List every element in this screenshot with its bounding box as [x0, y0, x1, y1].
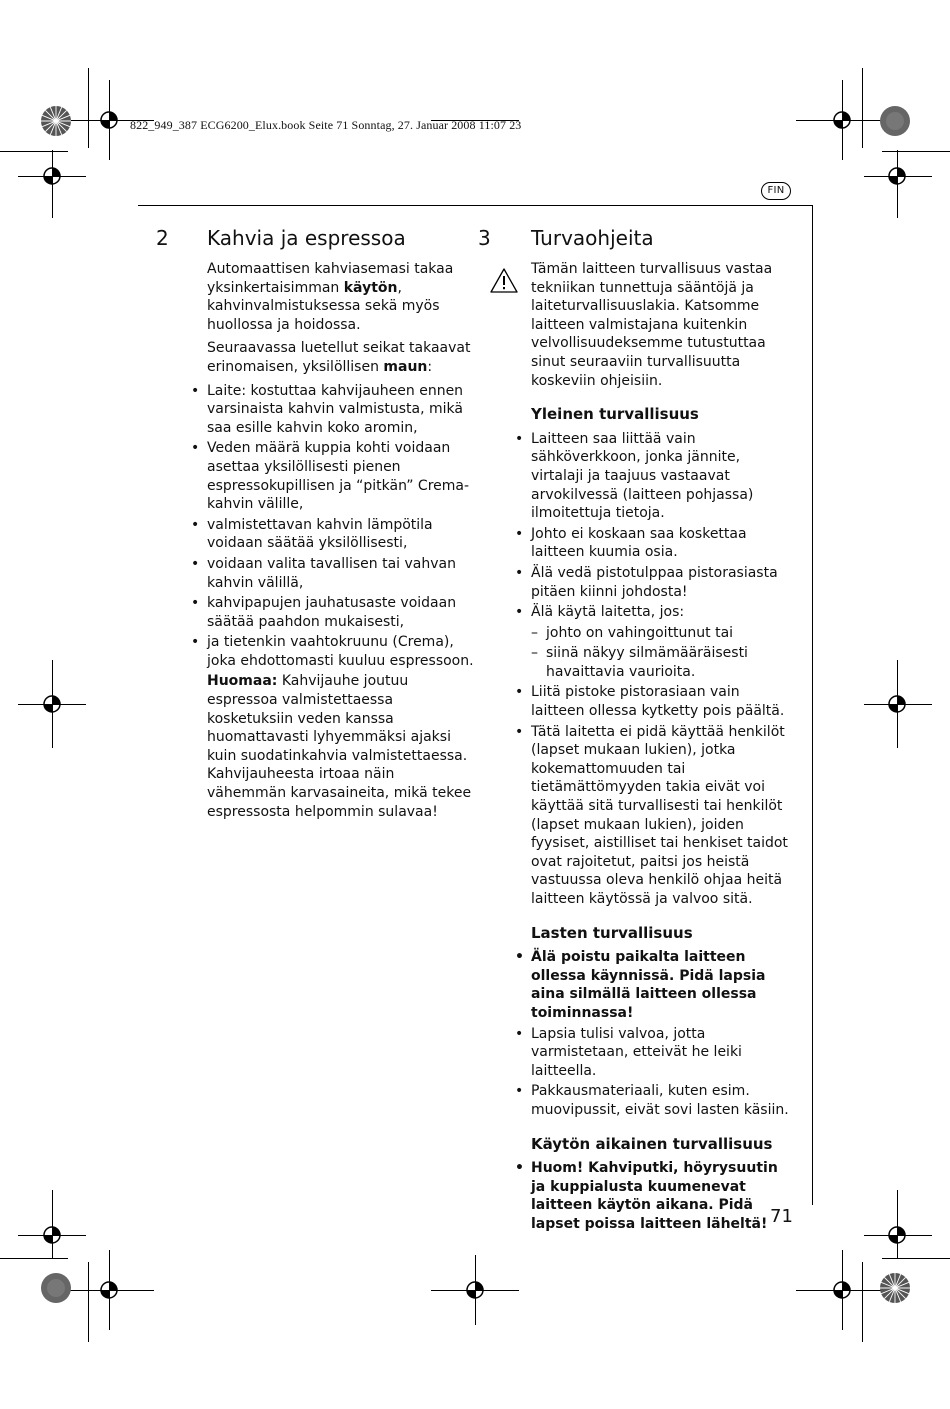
frame-top-rule: [138, 205, 813, 206]
intro-paragraph: Seuraavassa luetellut seikat takaavat erinomaisen, yksilöllisen maun:: [207, 340, 471, 375]
bullet-icon: •: [191, 634, 200, 651]
section-title: Kahvia ja espressoa: [207, 226, 406, 250]
bullet-icon: •: [515, 604, 524, 621]
list-item: • Laitteen saa liittää vain sähköverkkoon, jonka jännite, virtalaji ja taajuus vastaavat arvokilvessä (laitteen pohjassa) ilmoitettuja tietoja.: [515, 430, 754, 522]
list-item: • Pakkausmateriaali, kuten esim. muovipussit, eivät sovi lasten käsiin.: [515, 1083, 789, 1118]
list-item: • Huom! Kahviputki, höyrysuutin ja kuppialusta kuumenevat laitteen käytön aikana. Pidä lapset poissa laitteen läheltä!: [515, 1160, 778, 1232]
section-number: 3: [478, 226, 491, 250]
list-item: • valmistettavan kahvin lämpötila voidaan säätää yksilöllisesti,: [191, 516, 433, 552]
use-safety-list: [515, 1159, 796, 1233]
page-number: 71: [770, 1206, 793, 1227]
bullet-icon: •: [515, 1160, 524, 1177]
registration-mark-icon: [831, 109, 853, 131]
list-item: • Lapsia tulisi valvoa, jotta varmistetaan, etteivät he leiki laitteella.: [515, 1025, 742, 1079]
starburst-target-icon: [40, 105, 72, 137]
feature-list: [191, 382, 476, 671]
bullet-icon: •: [191, 595, 200, 612]
list-item: • Älä käytä laitetta, jos:: [515, 604, 685, 621]
section-title: Turvaohjeita: [531, 226, 654, 250]
subheading-child-safety: Lasten turvallisuus: [531, 923, 693, 942]
bullet-icon: •: [515, 1025, 524, 1042]
dash-icon: –: [531, 624, 538, 641]
intro-paragraph: Automaattisen kahviasemasi takaa yksinkertaisimman käytön, kahvinvalmistuksessa sekä myös huollossa ja hoidossa.: [207, 261, 454, 333]
list-item: • kahvipapujen jauhatusaste voidaan säätää paahdon mukaisesti,: [191, 595, 457, 630]
list-item: • Johto ei koskaan saa koskettaa laitteen kuumia osia.: [515, 525, 747, 561]
bullet-icon: •: [515, 1083, 524, 1100]
bullet-icon: •: [191, 555, 200, 572]
bullet-icon: •: [515, 430, 524, 447]
list-item: • voidaan valita tavallisen tai vahvan kahvin välillä,: [191, 555, 456, 591]
language-badge: FIN: [761, 182, 791, 200]
gray-disc-icon: [40, 1272, 72, 1304]
note-label: Huomaa:: [207, 673, 278, 690]
subheading-use-safety: Käytön aikainen turvallisuus: [531, 1134, 773, 1153]
registration-mark-icon: [886, 693, 908, 715]
section-number: 2: [156, 226, 169, 250]
registration-mark-icon: [464, 1279, 486, 1301]
list-item: • Älä vedä pistotulppaa pistorasiasta pitäen kiinni johdosta!: [515, 564, 778, 600]
section-safety: [478, 226, 796, 1236]
section-heading: [156, 226, 476, 260]
general-safety-list: [515, 430, 796, 622]
bullet-icon: •: [191, 382, 200, 399]
registration-mark-icon: [886, 165, 908, 187]
registration-mark-icon: [886, 1224, 908, 1246]
list-item: • Älä poistu paikalta laitteen ollessa käynnissä. Pidä lapsia aina silmällä laitteen ollessa toiminnassa!: [515, 949, 766, 1021]
sub-list-item: – johto on vahingoittunut tai: [531, 624, 734, 641]
list-item: • Laite: kostuttaa kahvijauheen ennen varsinaista kahvin valmistusta, mikä saa esille kahvin koko aromin,: [191, 382, 464, 436]
subheading-general-safety: Yleinen turvallisuus: [531, 405, 699, 424]
bullet-icon: •: [515, 723, 524, 740]
bullet-icon: •: [191, 440, 200, 457]
frame-right-rule: [812, 205, 813, 1205]
list-item: • Tätä laitetta ei pidä käyttää henkilöt (lapset mukaan lukien), jotka kokemattomuuden tai tietämättömyyden takia eivät voi käyttää sitä turvallisesti tai henkilöt (lapset mukaan lukien), joiden fyysiset, aistilliset tai henkiset taidot ovat rajoitetut, paitsi jos heistä vastuussa oleva henkilö ohjaa heitä laitteen käytössä ja valvoo sitä.: [515, 723, 788, 907]
gray-disc-icon: [879, 105, 911, 137]
registration-mark-icon: [41, 165, 63, 187]
bullet-icon: •: [515, 564, 524, 581]
registration-mark-icon: [98, 109, 120, 131]
registration-mark-icon: [41, 693, 63, 715]
bullet-icon: •: [515, 525, 524, 542]
list-item: • Veden määrä kuppia kohti voidaan asettaa yksilöllisesti pienen espressokupillisen ja “pitkän” Crema-kahvin välille,: [191, 440, 470, 513]
bullet-icon: •: [515, 949, 524, 966]
dash-icon: –: [531, 645, 538, 662]
list-item: • Liitä pistoke pistorasiaan vain laitteen ollessa kytketty pois päältä.: [515, 684, 785, 720]
bullet-icon: •: [515, 684, 524, 701]
general-safety-list-continued: [515, 683, 796, 908]
sub-list-item: – siinä näkyy silmämääräisesti havaittavia vaurioita.: [531, 645, 748, 680]
registration-mark-icon: [831, 1279, 853, 1301]
registration-mark-icon: [98, 1279, 120, 1301]
intro-paragraph: Tämän laitteen turvallisuus vastaa tekniikan tunnettuja sääntöjä ja laiteturvallisuuslakia. Katsomme laitteen valmistajana kuitenkin velvollisuudeksemme tutustuttaa sinut seuraaviin turvallisuutta koskeviin ohjeisiin.: [531, 261, 773, 389]
section-heading: [478, 226, 796, 260]
bullet-icon: •: [191, 516, 200, 533]
starburst-target-icon: [879, 1272, 911, 1304]
print-header: 822_949_387 ECG6200_Elux.book Seite 71 Sonntag, 27. Januar 2008 11:07 23: [130, 118, 522, 132]
section-coffee-espresso: [156, 226, 476, 826]
registration-mark-icon: [41, 1224, 63, 1246]
child-safety-list: [515, 948, 796, 1119]
note-paragraph: Huomaa: Kahvijauhe joutuu espressoa valmistettaessa kosketuksiin veden kanssa huomattavasti lyhyemmäksi ajaksi kuin suodatinkahvia valmistettaessa. Kahvijauheesta irtoaa näin vähemmän karvasaineita, mikä tekee espressosta helpommin sulavaa!: [207, 673, 472, 820]
list-item: • ja tietenkin vaahtokruunu (Crema), joka ehdottomasti kuuluu espressoon.: [191, 634, 474, 669]
